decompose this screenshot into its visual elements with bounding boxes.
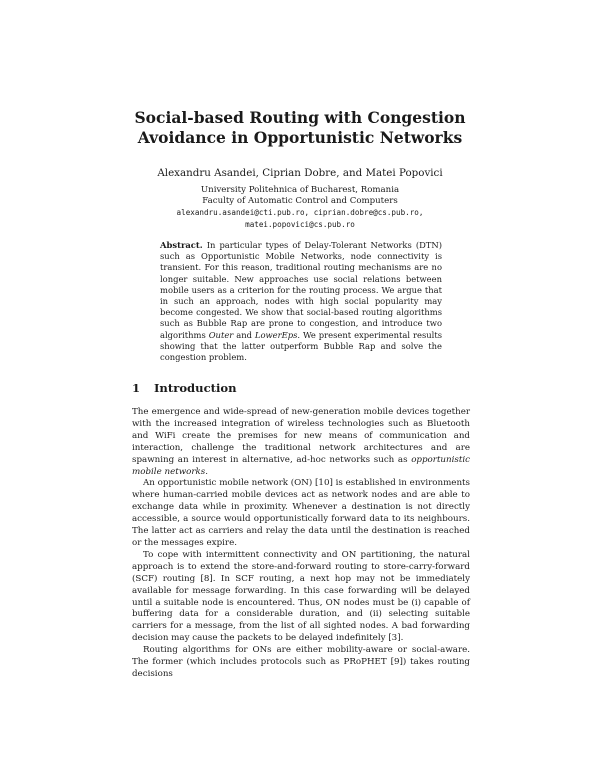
paragraph-1-emphasis: opportunistic mobile networks	[132, 454, 470, 477]
affiliation-block	[100, 185, 500, 230]
section-heading-introduction	[132, 381, 237, 395]
author-emails-line-2: matei.popovici@cs.pub.ro	[245, 219, 355, 229]
paragraph-1	[132, 407, 470, 478]
affiliation-faculty: Faculty of Automatic Control and Computers	[202, 196, 398, 207]
author-list: Alexandru Asandei, Ciprian Dobre, and Matei Popovici	[157, 167, 443, 179]
paragraph-2: An opportunistic mobile network (ON) [10] is established in environments where human-carried mobile devices act as network nodes and are able to exchange data while in proximity. Whenever a destination is not directly accessible, a source would opportunistically forward data to its neighbours. The latter act as carriers and relay the data until the destination is reached or the messages expire.	[132, 478, 470, 548]
abstract	[160, 240, 442, 363]
abstract-text-c: . We present experimental results showing that the latter outperform Bubble Rap and solve the congestion problem.	[160, 329, 442, 363]
paragraph-4: Routing algorithms for ONs are either mobility-aware or social-aware. The former (which includes protocols such as PRoPHET [9]) takes routing decisions	[132, 645, 470, 679]
abstract-text-a: In particular types of Delay-Tolerant Networks (DTN) such as Opportunistic Mobile Networks, node connectivity is transient. For this reason, traditional routing mechanisms are no longer suitable. New approaches use social relations between mobile users as a criterion for the routing process. We argue that in such an approach, nodes with high social popularity may become congested. We show that social-based routing algorithms such as Bubble Rap are prone to congestion, and introduce two algorithms	[160, 240, 442, 340]
abstract-algo-outer: Outer	[208, 329, 234, 340]
paragraph-1-text-a: The emergence and wide-spread of new-generation mobile devices together with the increased integration of wireless technologies such as Bluetooth and WiFi create the premises for new means of communication and interaction, challenge the traditional network architectures and are spawning an interest in alternative, ad-hoc networks such as	[132, 407, 470, 465]
title-line-1: Social-based Routing with Congestion	[134, 108, 466, 127]
title-line-2: Avoidance in Opportunistic Networks	[137, 128, 463, 147]
abstract-label: Abstract.	[160, 240, 203, 250]
paragraph-3: To cope with intermittent connectivity and ON partitioning, the natural approach is to extend the store-and-forward routing to store-carry-forward (SCF) routing [8]. In SCF routing, a next hop may not be immediately available for message forwarding. In this case forwarding will be delayed until a suitable node is encountered. Thus, ON nodes must be (i) capable of buffering data for a considerable duration, and (ii) selecting suitable carriers for a message, from the list of all sighted nodes. A bad forwarding decision may cause the packets to be delayed indefinitely [3].	[132, 549, 470, 644]
abstract-algo-lowereps: LowerEps	[254, 329, 298, 340]
affiliation-university: University Politehnica of Bucharest, Romania	[200, 185, 400, 195]
author-emails-line-1: alexandru.asandei@cti.pub.ro, ciprian.dobre@cs.pub.ro,	[176, 208, 424, 218]
paragraph-1-text-b: .	[205, 466, 209, 477]
section-title: Introduction	[154, 381, 237, 395]
section-number: 1	[132, 381, 141, 395]
paper-title	[100, 108, 500, 148]
abstract-text-b: and	[233, 329, 255, 340]
introduction-body	[132, 407, 470, 681]
